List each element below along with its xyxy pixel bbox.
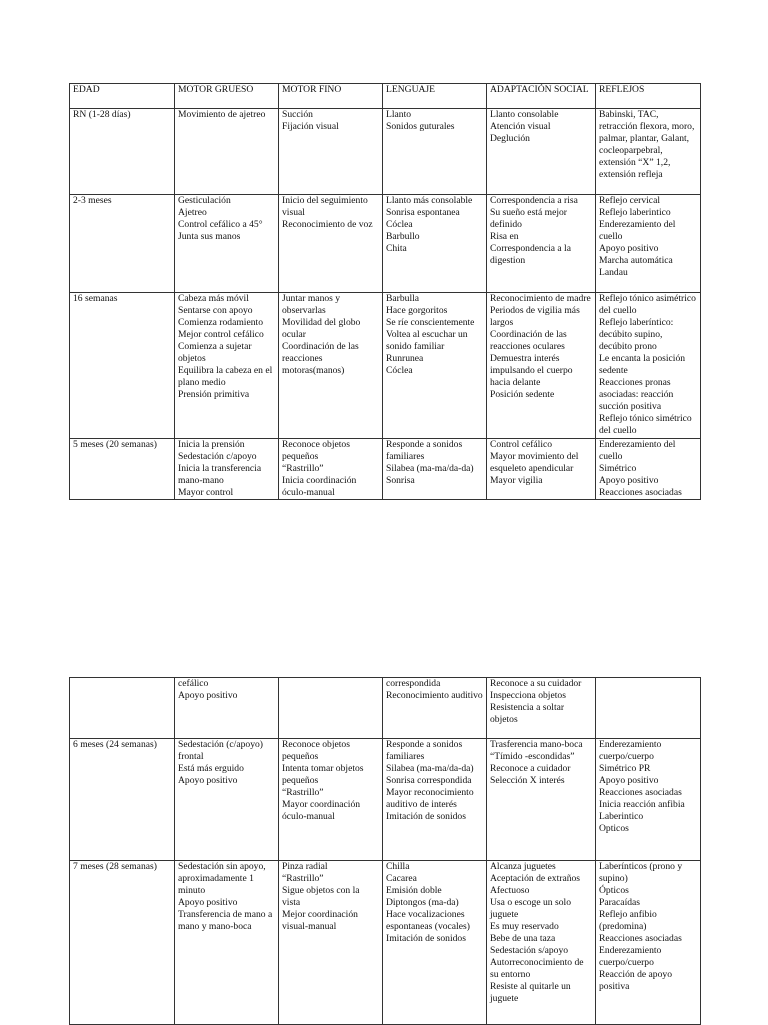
cell-reflejos <box>596 293 701 439</box>
cell-text: Reconocimiento auditivo <box>386 690 483 701</box>
cell-text: Sonidos guturales <box>386 121 455 132</box>
cell-text: Transferencia de mano a mano y mano-boca <box>178 909 273 932</box>
cell-text: Laberintico <box>599 811 644 822</box>
cell-text: “Tímido -escondidas” <box>490 751 575 762</box>
cell-adaptacion-social <box>487 678 596 739</box>
cell-text: Imitación de sonidos <box>386 811 466 822</box>
cell-text: RN (1-28 días) <box>73 109 131 120</box>
cell-reflejos <box>596 109 701 195</box>
cell-text: Paracaídas <box>599 897 641 908</box>
cell-lenguaje <box>383 109 487 195</box>
cell-text: Correspondencia a risa <box>490 195 578 206</box>
cell-text: Voltea al escuchar un sonido familiar <box>386 329 468 352</box>
cell-text: Es muy reservado <box>490 921 559 932</box>
cell-reflejos <box>596 861 701 1025</box>
cell-text: Inspecciona objetos <box>490 690 566 701</box>
cell-text: Simétrico <box>599 463 637 474</box>
cell-text: Reacciones asociadas <box>599 787 682 798</box>
cell-text: Inicio del seguimiento visual <box>282 195 368 218</box>
cell-text: Inicia la transferencia mano-mano <box>178 463 262 486</box>
cell-text: Imitación de sonidos <box>386 933 466 944</box>
cell-text: Cóclea <box>386 219 413 230</box>
cell-text: 2-3 meses <box>73 195 112 206</box>
cell-adaptacion-social <box>487 293 596 439</box>
cell-text: Cabeza más móvil <box>178 293 249 304</box>
cell-edad <box>70 739 175 861</box>
cell-text: Emisión doble <box>386 885 442 896</box>
cell-text: Control cefálico <box>490 439 553 450</box>
cell-text: Apoyo positivo <box>178 775 238 786</box>
cell-text: Reconoce a cuidador <box>490 763 571 774</box>
column-header-label: EDAD <box>73 84 100 95</box>
column-header-label: MOTOR GRUESO <box>178 84 254 95</box>
cell-text: Trasferencia mano-boca <box>490 739 583 750</box>
cell-text: Hace vocalizaciones espontaneas (vocales) <box>386 909 470 932</box>
cell-text: Coordinación de las reacciones oculares <box>490 329 567 352</box>
table-row <box>70 109 701 195</box>
cell-motor-grueso <box>175 109 279 195</box>
column-header-lenguaje <box>383 84 487 109</box>
cell-text: Apoyo positivo <box>178 897 238 908</box>
cell-text: Intenta tomar objetos pequeños <box>282 763 364 786</box>
cell-text: Mejor control cefálico <box>178 329 264 340</box>
cell-motor-grueso <box>175 293 279 439</box>
cell-text: Inicia la prensión <box>178 439 245 450</box>
cell-text: Apoyo positivo <box>599 243 659 254</box>
table-row <box>70 293 701 439</box>
cell-text: Mayor control <box>178 487 234 498</box>
cell-text: 7 meses (28 semanas) <box>73 861 157 872</box>
cell-motor-fino <box>279 739 383 861</box>
cell-text: Barbullo <box>386 231 420 242</box>
cell-text: cefálico <box>178 678 209 689</box>
cell-text: Autorreconocimiento de su entorno <box>490 957 584 980</box>
cell-text: Sonrisa <box>386 475 415 486</box>
cell-text: Junta sus manos <box>178 231 241 242</box>
cell-text: Laberínticos (prono y supino) <box>599 861 683 884</box>
cell-text: Llanto consolable <box>490 109 559 120</box>
cell-text: Selección X interés <box>490 775 565 786</box>
cell-text: Reflejo laberintico <box>599 207 671 218</box>
cell-text: Resistencia a soltar objetos <box>490 702 565 725</box>
cell-motor-fino <box>279 109 383 195</box>
table-row <box>70 439 701 500</box>
cell-text: Mayor coordinación óculo-manual <box>282 799 361 822</box>
cell-text: Sedestación (c/apoyo) frontal <box>178 739 263 762</box>
cell-text: Sedestación sin apoyo, aproximadamente 1 minuto <box>178 861 266 896</box>
cell-text: Runrunea <box>386 353 424 364</box>
cell-text: Silabea (ma-ma/da-da) <box>386 763 474 774</box>
cell-text: Cóclea <box>386 365 413 376</box>
cell-motor-fino <box>279 439 383 500</box>
cell-text: Enderezamiento cuerpo/cuerpo <box>599 739 662 762</box>
cell-adaptacion-social <box>487 439 596 500</box>
cell-adaptacion-social <box>487 861 596 1025</box>
cell-text: Opticos <box>599 823 629 834</box>
cell-adaptacion-social <box>487 195 596 293</box>
cell-text: Su sueño está mejor definido <box>490 207 568 230</box>
cell-text: Bebe de una taza <box>490 933 556 944</box>
cell-lenguaje <box>383 861 487 1025</box>
cell-reflejos <box>596 195 701 293</box>
cell-motor-grueso <box>175 195 279 293</box>
cell-text: Marcha automática <box>599 255 673 266</box>
cell-text: Mejor coordinación visual-manual <box>282 909 358 932</box>
cell-text: Apoyo positivo <box>599 775 659 786</box>
cell-text: Reacciones pronas asociadas: reacción succión positiva <box>599 377 674 412</box>
cell-text: Inicia coordinación óculo-manual <box>282 475 357 498</box>
cell-text: Reconoce a su cuidador <box>490 678 582 689</box>
cell-text: Diptongos (ma-da) <box>386 897 459 908</box>
cell-text: Chilla <box>386 861 410 872</box>
cell-lenguaje <box>383 293 487 439</box>
cell-text: Sedestación s/apoyo <box>490 945 569 956</box>
cell-text: “Rastrillo” <box>282 873 324 884</box>
table-header-row <box>70 84 701 109</box>
cell-text: Resiste al quitarle un juguete <box>490 981 571 1004</box>
cell-text: Reacción de apoyo positiva <box>599 969 672 992</box>
cell-text: Sedestación c/apoyo <box>178 451 257 462</box>
cell-edad <box>70 861 175 1025</box>
cell-motor-grueso <box>175 739 279 861</box>
cell-text: Periodos de vigilia más largos <box>490 305 580 328</box>
cell-text: Movimiento de ajetreo <box>178 109 266 120</box>
milestones-table-part2 <box>69 677 701 1025</box>
cell-text: Risa en <box>490 231 519 242</box>
cell-reflejos <box>596 739 701 861</box>
cell-motor-fino <box>279 195 383 293</box>
cell-text: Mayor movimiento del esqueleto apendicular <box>490 451 579 474</box>
cell-text: Demuestra interés impulsando el cuerpo hacia delante <box>490 353 573 388</box>
cell-text: Reacciones asociadas <box>599 933 682 944</box>
cell-text: 16 semanas <box>73 293 118 304</box>
cell-text: Movilidad del globo ocular <box>282 317 361 340</box>
cell-text: Gesticulación <box>178 195 231 206</box>
column-header-edad <box>70 84 175 109</box>
cell-text: Posición sedente <box>490 389 555 400</box>
cell-reflejos <box>596 678 701 739</box>
cell-text: Reflejo laberíntico: decúbito supino, decúbito prono <box>599 317 674 352</box>
cell-text: Enderezamiento del cuello <box>599 219 676 242</box>
cell-text: Enderezamiento del cuello <box>599 439 676 462</box>
cell-edad <box>70 195 175 293</box>
column-header-label: MOTOR FINO <box>282 84 342 95</box>
cell-edad <box>70 109 175 195</box>
cell-text: Apoyo positivo <box>178 690 238 701</box>
cell-text: Inicia reacción anfibia <box>599 799 685 810</box>
cell-text: Comienza rodamiento <box>178 317 263 328</box>
table-row <box>70 739 701 861</box>
cell-text: Reflejo tónico simétrico del cuello <box>599 413 692 436</box>
cell-motor-fino <box>279 678 383 739</box>
cell-text: Llanto <box>386 109 412 120</box>
cell-text: correspondida <box>386 678 441 689</box>
cell-adaptacion-social <box>487 109 596 195</box>
cell-text: Reconocimiento de madre <box>490 293 591 304</box>
cell-text: Juntar manos y observarlas <box>282 293 341 316</box>
cell-text: Llanto más consolable <box>386 195 473 206</box>
cell-text: “Rastrillo” <box>282 463 324 474</box>
cell-text: Atención visual <box>490 121 551 132</box>
cell-text: Reconocimiento de voz <box>282 219 373 230</box>
cell-text: Aceptación de extraños <box>490 873 581 884</box>
cell-text: Mayor vigilia <box>490 475 543 486</box>
column-header-adaptacion-social <box>487 84 596 109</box>
cell-text: Simétrico PR <box>599 763 651 774</box>
cell-text: Prensión primitiva <box>178 389 250 400</box>
cell-lenguaje <box>383 739 487 861</box>
column-header-motor-fino <box>279 84 383 109</box>
cell-motor-grueso <box>175 678 279 739</box>
cell-text: Apoyo positivo <box>599 475 659 486</box>
cell-text: “Rastrillo” <box>282 787 324 798</box>
milestones-table-part1 <box>69 83 701 500</box>
cell-text: Sigue objetos con la vista <box>282 885 360 908</box>
cell-text: Reflejo cervical <box>599 195 660 206</box>
cell-text: Ajetreo <box>178 207 207 218</box>
cell-text: Cacarea <box>386 873 417 884</box>
cell-text: 5 meses (20 semanas) <box>73 439 157 450</box>
cell-text: Sonrisa espontanea <box>386 207 460 218</box>
cell-text: Reconoce objetos pequeños <box>282 739 350 762</box>
cell-text: 6 meses (24 semanas) <box>73 739 157 750</box>
cell-text: Usa o escoge un solo juguete <box>490 897 571 920</box>
cell-text: Silabea (ma-ma/da-da) <box>386 463 474 474</box>
cell-text: Barbulla <box>386 293 420 304</box>
cell-edad <box>70 293 175 439</box>
cell-text: Coordinación de las reacciones motoras(manos) <box>282 341 359 376</box>
cell-motor-fino <box>279 293 383 439</box>
cell-text: Pinza radial <box>282 861 328 872</box>
cell-text: Reacciones asociadas <box>599 487 682 498</box>
cell-text: Reconoce objetos pequeños <box>282 439 350 462</box>
table-row <box>70 861 701 1025</box>
column-header-label: LENGUAJE <box>386 84 436 95</box>
table-row <box>70 195 701 293</box>
cell-lenguaje <box>383 195 487 293</box>
cell-text: Correspondencia a la digestion <box>490 243 571 266</box>
cell-text: Reflejo anfibio (predomina) <box>599 909 657 932</box>
cell-text: Comienza a sujetar objetos <box>178 341 252 364</box>
cell-motor-grueso <box>175 861 279 1025</box>
cell-text: Alcanza juguetes <box>490 861 556 872</box>
cell-text: Fijación visual <box>282 121 339 132</box>
cell-text: Se ríe conscientemente <box>386 317 475 328</box>
cell-adaptacion-social <box>487 739 596 861</box>
cell-motor-fino <box>279 861 383 1025</box>
cell-text: Reflejo tónico asimétrico del cuello <box>599 293 696 316</box>
cell-edad <box>70 678 175 739</box>
cell-text: Succión <box>282 109 313 120</box>
cell-text: Chita <box>386 243 407 254</box>
cell-text: Le encanta la posición sedente <box>599 353 686 376</box>
cell-lenguaje <box>383 439 487 500</box>
cell-edad <box>70 439 175 500</box>
cell-text: Responde a sonidos familiares <box>386 439 463 462</box>
cell-text: Afectuoso <box>490 885 530 896</box>
cell-text: Ópticos <box>599 885 629 896</box>
cell-text: Deglución <box>490 133 530 144</box>
cell-reflejos <box>596 439 701 500</box>
cell-text: Equilibra la cabeza en el plano medio <box>178 365 273 388</box>
cell-motor-grueso <box>175 439 279 500</box>
cell-text: Responde a sonidos familiares <box>386 739 463 762</box>
column-header-motor-grueso <box>175 84 279 109</box>
cell-text: Enderezamiento cuerpo/cuerpo <box>599 945 662 968</box>
cell-lenguaje <box>383 678 487 739</box>
cell-text: Babinski, TAC, retracción flexora, moro, palmar, plantar, Galant, cocleoparpebral, extensión “X” 1,2, extensión refleja <box>599 109 695 180</box>
column-header-label: REFLEJOS <box>599 84 645 95</box>
cell-text: Control cefálico a 45° <box>178 219 263 230</box>
cell-text: Mayor reconocimiento auditivo de interés <box>386 787 474 810</box>
cell-text: Landau <box>599 267 628 278</box>
column-header-label: ADAPTACIÓN SOCIAL <box>490 84 589 95</box>
table-row <box>70 678 701 739</box>
cell-text: Sonrisa correspondida <box>386 775 472 786</box>
cell-text: Está más erguido <box>178 763 244 774</box>
cell-text: Sentarse con apoyo <box>178 305 253 316</box>
column-header-reflejos <box>596 84 701 109</box>
cell-text: Hace gorgoritos <box>386 305 448 316</box>
